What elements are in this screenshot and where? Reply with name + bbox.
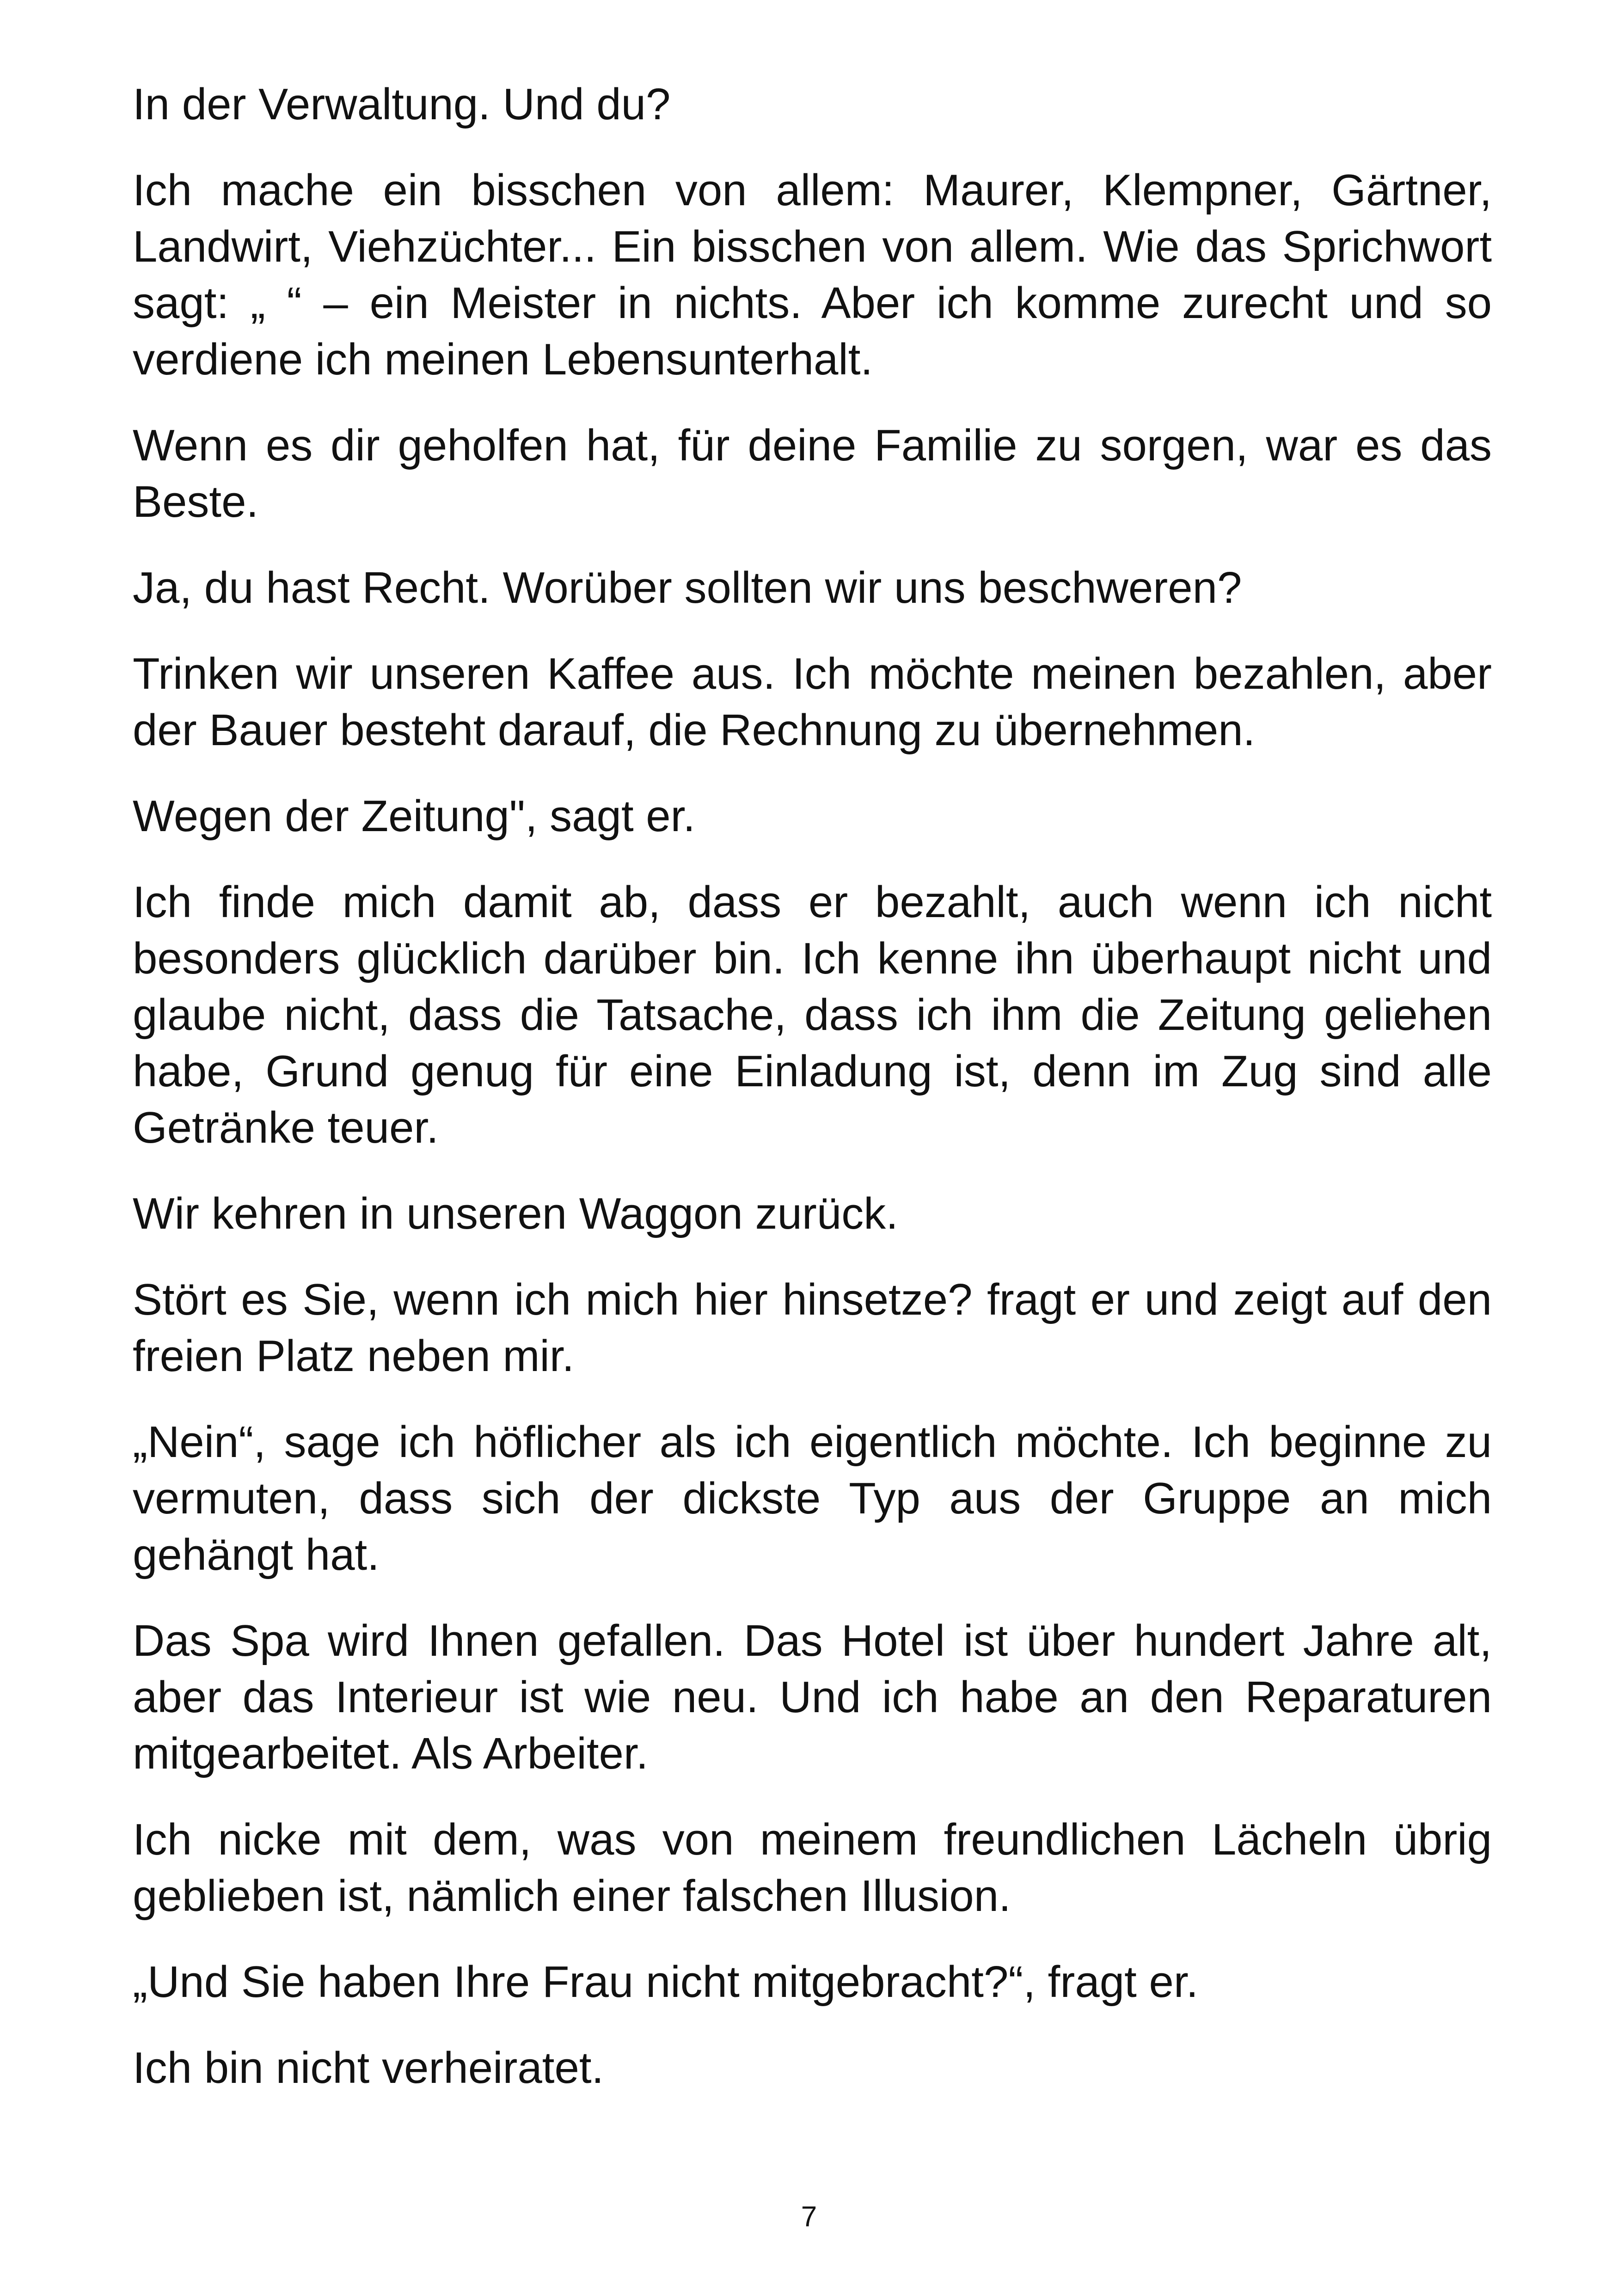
paragraph-7: Ich finde mich damit ab, dass er bezahlt, auch wenn ich nicht besonders glücklich darüber bin. Ich kenne ihn überhaupt nicht und glaube nicht, dass die Tatsache, dass ich ihm die Zeitung geliehen habe, Grund genug für eine Einladung ist, denn im Zug sind alle Getränke teuer.: [133, 877, 1492, 1152]
paragraph-13: „Und Sie haben Ihre Frau nicht mitgebracht?“, fragt er.: [133, 1957, 1199, 2007]
paragraph-6: Wegen der Zeitung", sagt er.: [133, 791, 696, 841]
paragraph-2: Ich mache ein bisschen von allem: Maurer, Klempner, Gärtner, Landwirt, Viehzüchter... Ein bisschen von allem. Wie das Sprichwort sagt: „ “ – ein Meister in nichts. Aber ich komme zurecht und so verdiene ich meinen Lebensunterhalt.: [133, 165, 1492, 384]
paragraph-14: Ich bin nicht verheiratet.: [133, 2043, 604, 2093]
paragraph-1: In der Verwaltung. Und du?: [133, 80, 671, 129]
paragraph-9: Stört es Sie, wenn ich mich hier hinsetze? fragt er und zeigt auf den freien Platz neben mir.: [133, 1275, 1492, 1381]
page-number: 7: [801, 2201, 817, 2233]
body-text: [133, 76, 1492, 2126]
paragraph-5: Trinken wir unseren Kaffee aus. Ich möchte meinen bezahlen, aber der Bauer besteht darauf, die Rechnung zu übernehmen.: [133, 649, 1492, 755]
paragraph-11: Das Spa wird Ihnen gefallen. Das Hotel ist über hundert Jahre alt, aber das Interieur ist wie neu. Und ich habe an den Reparaturen mitgearbeitet. Als Arbeiter.: [133, 1616, 1492, 1778]
paragraph-12: Ich nicke mit dem, was von meinem freundlichen Lächeln übrig geblieben ist, nämlich einer falschen Illusion.: [133, 1815, 1492, 1921]
paragraph-10: „Nein“, sage ich höflicher als ich eigentlich möchte. Ich beginne zu vermuten, dass sich der dickste Typ aus der Gruppe an mich gehängt hat.: [133, 1417, 1492, 1580]
paragraph-3: Wenn es dir geholfen hat, für deine Familie zu sorgen, war es das Beste.: [133, 421, 1492, 527]
paragraph-4: Ja, du hast Recht. Worüber sollten wir uns beschweren?: [133, 563, 1242, 612]
paragraph-8: Wir kehren in unseren Waggon zurück.: [133, 1189, 898, 1238]
